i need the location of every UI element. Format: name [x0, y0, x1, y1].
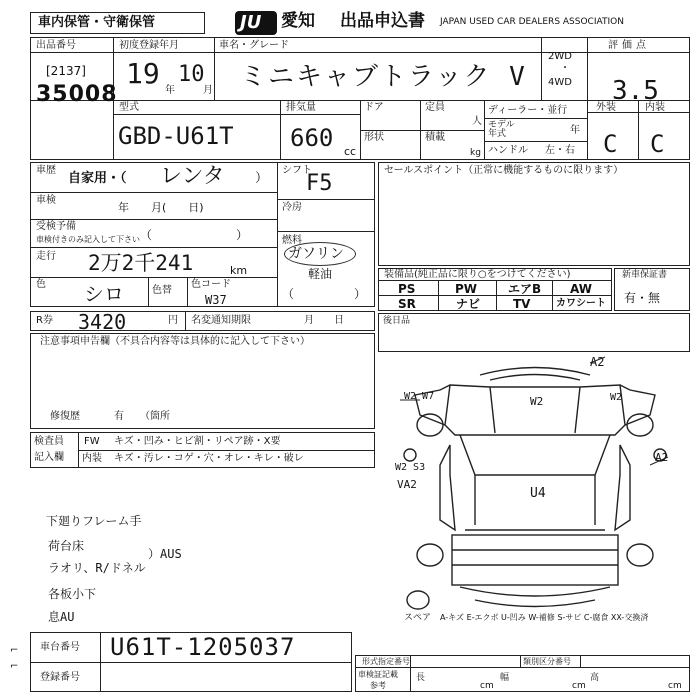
fuel-diesel: 軽油	[308, 267, 333, 281]
org-name: 愛知	[281, 11, 315, 31]
later-items-label: 後日品	[383, 316, 411, 326]
mileage-label: 走行	[36, 251, 56, 262]
repair-history-value: 有	[114, 411, 124, 422]
cab-windshield	[460, 435, 610, 475]
inspector-fw-label: FW	[84, 436, 100, 447]
equipment-label: 装備品(純正品に限り○をつけてください)	[384, 269, 571, 280]
wheel-front-right	[627, 414, 653, 436]
first-reg-label: 初度登録年月	[119, 40, 179, 51]
shape-label: 形状	[364, 132, 384, 143]
mark-front-bumper: A2	[590, 355, 605, 369]
side-mark-1: ⌐	[10, 645, 19, 656]
sales-point-label: セールスポイント（正常に機能するものに限ります）	[384, 165, 624, 176]
ac-label: 冷房	[282, 202, 302, 213]
height-unit: cm	[668, 681, 682, 691]
inspector-label1: 検査員	[34, 436, 64, 447]
cc-label: 排気量	[286, 102, 316, 113]
name-change-label: 名変通知期限	[191, 315, 251, 326]
history-close: ）	[255, 171, 269, 186]
mark-bed: U4	[530, 486, 546, 501]
model-year-label2: 年式	[488, 129, 507, 139]
category-number-label: 類別区分番号	[523, 657, 571, 666]
notes-bracket: ）AUS	[148, 547, 182, 561]
seats-unit: 人	[472, 116, 482, 127]
model-year-label1: モデル	[488, 120, 515, 130]
chassis-number: U61T-1205037	[110, 633, 296, 661]
wheel-rear-left	[417, 544, 443, 566]
equip-sr: SR	[398, 297, 416, 311]
inspection-fields: 年 月( 日)	[118, 201, 204, 214]
note-line-5: 息AU	[48, 610, 75, 624]
later-items-box	[378, 313, 690, 352]
warranty-value: 有・無	[624, 291, 661, 305]
height-label: 高	[590, 673, 600, 683]
cert-dims-label: 車検証記載	[358, 670, 398, 679]
int-label: 内装	[645, 102, 665, 113]
int-grade: C	[650, 130, 665, 158]
equip-tv: TV	[513, 297, 531, 311]
note-line-1: 下廻りフレーム手	[46, 514, 142, 528]
lot-number-label: 出品番号	[36, 40, 76, 51]
mileage-unit: km	[230, 264, 248, 277]
shift-label: シフト	[282, 165, 312, 176]
rear-tailgate	[460, 587, 610, 596]
year-unit: 年	[165, 85, 175, 96]
dealer-label: ディーラー・並行	[488, 105, 568, 116]
mileage-value: 2万2千241	[88, 251, 194, 275]
repair-history-place: （箇所	[140, 411, 170, 422]
form-number-label: 形式指定番号	[362, 657, 410, 666]
wheel-front-left	[417, 414, 443, 436]
width-label: 幅	[500, 673, 510, 683]
inspection-label: 車検	[36, 195, 56, 206]
org-name-en: JAPAN USED CAR DEALERS ASSOCIATION	[440, 17, 624, 27]
notes-box	[30, 333, 375, 429]
color-label: 色	[36, 279, 46, 290]
mark-left-door: W2 S3	[395, 462, 426, 473]
length-unit: cm	[480, 681, 494, 691]
inspector-interior-items: キズ・汚レ・コゲ・穴・オレ・キレ・破レ	[114, 453, 304, 464]
wheel-rear-right	[627, 544, 653, 566]
history-value: レンタ	[160, 164, 225, 189]
inspector-interior-label: 内装	[82, 453, 102, 464]
month-unit: 月	[203, 85, 213, 96]
inspector-fw-items: キズ・凹み・ヒビ割・リペア跡・X要	[114, 436, 281, 447]
equip-ps: PS	[398, 282, 416, 296]
door-label: ドア	[364, 102, 384, 113]
first-reg-year: 19	[126, 57, 160, 90]
equip-pw: PW	[455, 282, 478, 296]
color-change-label: 色替	[152, 285, 172, 296]
shift-value: F5	[306, 171, 333, 196]
notes-label: 注意事項申告欄（不具合内容等は具体的に記入して下さい）	[40, 336, 310, 347]
mark-front-right: W2	[610, 392, 623, 403]
side-mark-2: ⌐	[10, 661, 19, 672]
first-reg-month: 10	[178, 62, 205, 87]
note-line-2: 荷台床	[48, 539, 85, 553]
name-change-fields: 月 日	[304, 315, 344, 326]
color-code-value: W37	[205, 293, 227, 307]
inspect-status-label: 受検予備	[36, 221, 76, 232]
load-label: 積載	[425, 132, 445, 143]
lot-number: 35008	[36, 82, 118, 107]
note-line-3: ラオリ、R/ドネル	[48, 561, 146, 575]
recycle-unit: 円	[168, 315, 178, 326]
score-value: 3.5	[612, 76, 659, 106]
note-line-4: 各板小下	[48, 587, 97, 601]
ext-grade: C	[603, 130, 618, 158]
width-unit: cm	[572, 681, 586, 691]
model-year-unit: 年	[570, 125, 580, 136]
type-value: GBD-U61T	[118, 122, 234, 150]
history-printed: 自家用・（	[68, 171, 127, 186]
model-value: ミニキャブトラック V	[240, 62, 527, 92]
fuel-paren: （ ）	[282, 287, 367, 301]
equip-leather: カワシート	[556, 298, 606, 309]
sales-point-box	[378, 162, 690, 266]
handle-label: ハンドル	[488, 145, 528, 156]
cc-unit: cc	[344, 145, 357, 158]
kg-unit: kg	[470, 148, 481, 158]
color-code-label: 色コード	[191, 279, 231, 290]
recycle-value: 3420	[78, 310, 127, 334]
ju-logo-text: JU	[240, 12, 262, 33]
equip-navi: ナビ	[456, 297, 481, 311]
storage-note: 車内保管・守衛保管	[38, 15, 156, 30]
mark-right-door: A2	[655, 451, 669, 464]
history-label: 車歴	[36, 165, 56, 176]
seats-label: 定員	[425, 102, 445, 113]
fuel-label: 燃料	[282, 235, 302, 246]
damage-legend: A-キズ E-エクボ U-凹み W-補修 S-サビ C-腐食 XX-交換済	[440, 613, 649, 622]
drive-4wd: 4WD	[548, 77, 572, 88]
mark-front-left: W2 W7	[404, 391, 435, 402]
lot-number-small: [2137]	[46, 64, 86, 78]
registration-label: 登録番号	[40, 672, 80, 683]
score-label: 評価点	[608, 40, 650, 51]
repair-history-label: 修復歴	[50, 411, 80, 422]
warranty-label: 新車保証書	[622, 270, 668, 280]
form-title: 出品申込書	[340, 11, 425, 31]
fuel-circle-mark	[284, 242, 356, 266]
spare-label: スペア	[404, 613, 432, 623]
equip-aw: AW	[570, 282, 592, 296]
type-label: 型式	[119, 102, 139, 113]
mark-left-side: VA2	[397, 478, 417, 491]
fuel-gasoline: ガソリン	[288, 246, 344, 262]
inspect-status-sub: 車検付きのみ記入して下さい	[36, 235, 140, 244]
model-label: 車名・グレード	[219, 40, 289, 51]
inspector-label2: 記入欄	[34, 452, 64, 463]
color-value: シロ	[84, 282, 124, 306]
equip-airbag: エアB	[508, 282, 542, 296]
drive-dot: ・	[560, 63, 570, 74]
truck-bed	[452, 535, 618, 585]
ref-label: 参考	[370, 681, 386, 690]
length-label: 長	[416, 673, 426, 683]
cc-value: 660	[290, 124, 334, 152]
mirror-left	[404, 449, 416, 461]
chassis-label: 車台番号	[40, 642, 80, 653]
spare-tire	[407, 591, 429, 609]
handle-value: 左・右	[545, 145, 575, 156]
mark-hood: W2	[530, 395, 544, 408]
inspect-paren: （ ）	[140, 228, 249, 242]
ext-label: 外装	[596, 102, 616, 113]
drive-2wd: 2WD	[548, 51, 572, 62]
recycle-label: R券	[36, 315, 53, 326]
hood	[445, 385, 625, 435]
